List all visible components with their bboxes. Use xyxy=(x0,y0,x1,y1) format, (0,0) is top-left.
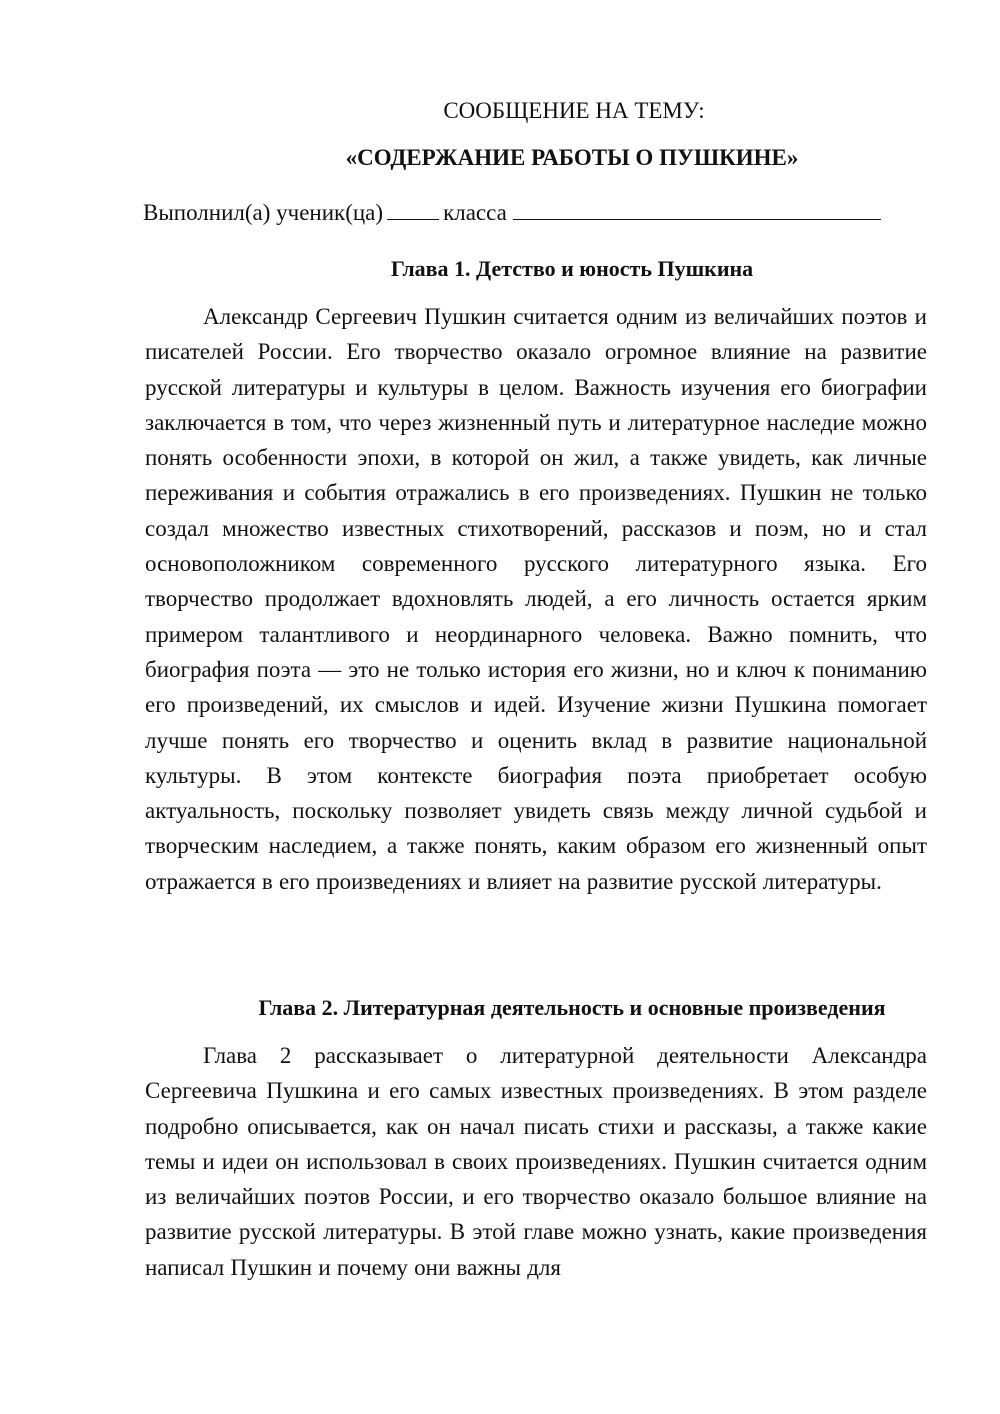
chapter-2-heading: Глава 2. Литературная деятельность и основные произведения xyxy=(258,995,886,1020)
class-name-blank xyxy=(513,197,881,220)
student-prefix: Выполнил(а) ученик(ца) xyxy=(143,200,384,225)
title-line-1: СООБЩЕНИЕ НА ТЕМУ: xyxy=(443,98,705,123)
student-info-line xyxy=(143,197,933,228)
class-number-blank xyxy=(387,197,439,220)
chapter-2-paragraph: Глава 2 рассказывает о литературной деятельности Александра Сергеевича Пушкина и его самых известных произведениях. В этом разделе подробно описывается, как он начал писать стихи и рассказы, а также какие темы и идеи он использовал в своих произведениях. Пушкин считается одним из величайших поэтов России, и его творчество оказало большое влияние на развитие русской литературы. В этой главе можно узнать, какие произведения написал Пушкин и почему они важны для xyxy=(145,1043,927,1280)
chapter-1-heading: Глава 1. Детство и юность Пушкина xyxy=(390,256,754,281)
title-line-2: «СОДЕРЖАНИЕ РАБОТЫ О ПУШКИНЕ» xyxy=(345,145,799,170)
student-class-label: класса xyxy=(443,200,507,225)
chapter-1-paragraph: Александр Сергеевич Пушкин считается одним из величайших поэтов и писателей России. Его творчество оказало огромное влияние на развитие русской литературы и культуры в целом. Важность изучения его биографии заключается в том, что через жизненный путь и литературное наследие можно понять особенности эпохи, в которой он жил, а также увидеть, как личные переживания и события отражались в его произведениях. Пушкин не только создал множество известных стихотворений, рассказов и поэм, но и стал основоположником современного русского литературного языка. Его творчество продолжает вдохновлять людей, а его личность остается ярким примером талантливого и неординарного человека. Важно помнить, что биография поэта — это не только история его жизни, но и ключ к пониманию его произведений, их смыслов и идей. Изучение жизни Пушкина помогает лучше понять его творчество и оценить вклад в развитие национальной культуры. В этом контексте биография поэта приобретает особую актуальность, поскольку позволяет увидеть связь между личной судьбой и творческим наследием, а также понять, каким образом его жизненный опыт отражается в его произведениях и влияет на развитие русской литературы. xyxy=(145,304,927,894)
